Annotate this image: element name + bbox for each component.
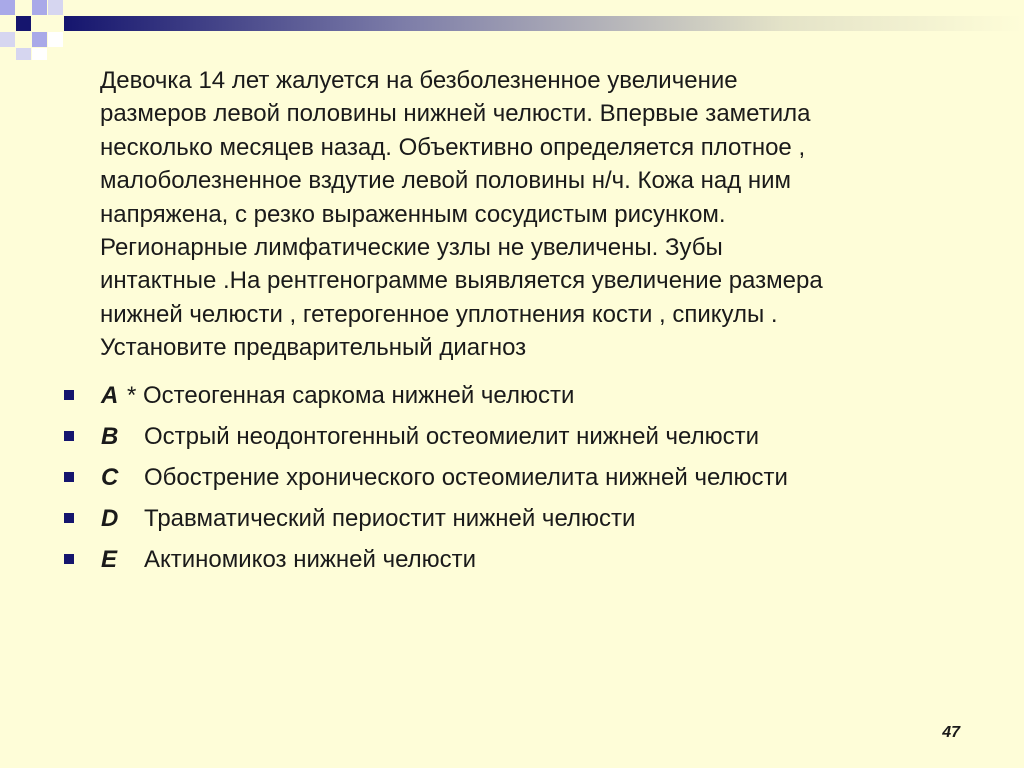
header-decoration bbox=[0, 0, 1024, 60]
deco-square bbox=[48, 32, 63, 47]
answer-letter: E bbox=[101, 546, 118, 573]
answer-text: Травматический периостит нижней челюсти bbox=[144, 505, 636, 532]
deco-square bbox=[32, 32, 47, 47]
deco-square bbox=[16, 48, 31, 60]
deco-square bbox=[0, 0, 15, 15]
square-bullet-icon bbox=[64, 431, 74, 441]
answer-letter: B bbox=[101, 423, 119, 450]
answer-text: Острый неодонтогенный остеомиелит нижней челюсти bbox=[144, 423, 759, 450]
header-gradient-bar bbox=[64, 16, 1024, 31]
answer-text: * Остеогенная саркома нижней челюсти bbox=[127, 382, 575, 409]
answer-option-b bbox=[0, 417, 1000, 458]
slide-content bbox=[100, 64, 980, 365]
answer-text: Актиномикоз нижней челюсти bbox=[144, 546, 477, 573]
answer-option-a bbox=[0, 376, 1000, 417]
square-bullet-icon bbox=[64, 554, 74, 564]
page-number: 47 bbox=[942, 724, 960, 741]
question-text: Девочка 14 лет жалуется на безболезненное увеличение размеров левой половины нижней челюсти. Впервые заметила несколько месяцев назад. Объективно определяется плотное , малоболезненное вздутие левой половины н/ч. Кожа над ним напряжена, с резко выраженным сосудистым рисунком. Регионарные лимфатические узлы не увеличены. Зубы интактные .На рентгенограмме выявляется увеличение размера нижней челюсти , гетерогенное уплотнения кости , спикулы . Установите предварительный диагноз bbox=[100, 67, 823, 362]
answer-letter: C bbox=[101, 464, 119, 491]
deco-square bbox=[32, 0, 47, 15]
deco-square bbox=[0, 32, 15, 47]
answer-letter: A bbox=[101, 382, 119, 409]
answer-option-d bbox=[0, 499, 1000, 540]
answer-option-c bbox=[0, 458, 1000, 499]
square-bullet-icon bbox=[64, 513, 74, 523]
deco-square bbox=[32, 48, 47, 60]
answer-letter: D bbox=[101, 505, 119, 532]
deco-square bbox=[16, 16, 31, 31]
answer-option-e bbox=[0, 540, 1000, 581]
square-bullet-icon bbox=[64, 390, 74, 400]
square-bullet-icon bbox=[64, 472, 74, 482]
deco-square bbox=[48, 0, 63, 15]
answer-list bbox=[0, 376, 1000, 581]
answer-text: Обострение хронического остеомиелита нижней челюсти bbox=[144, 464, 788, 491]
